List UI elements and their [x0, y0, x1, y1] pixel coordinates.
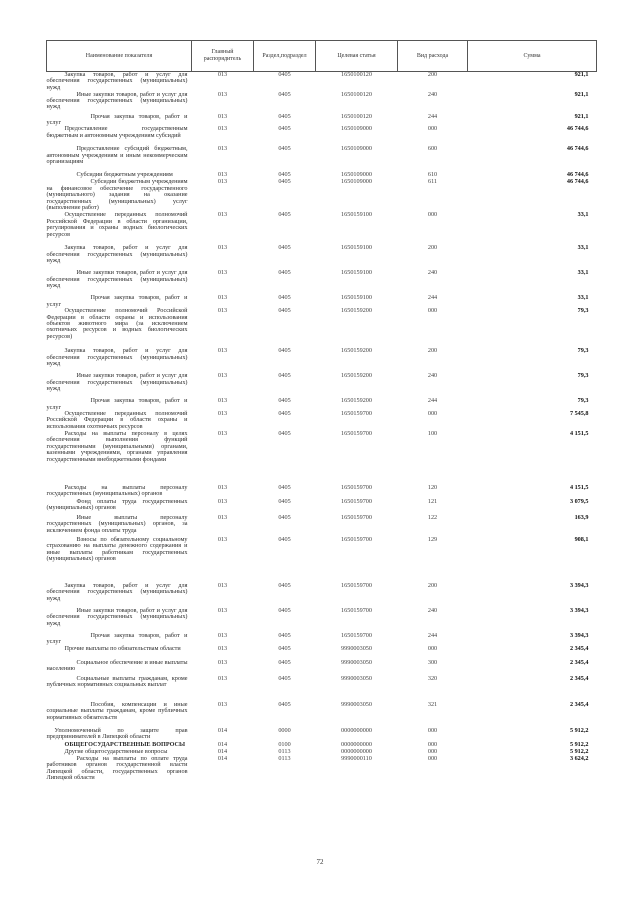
row-name: [47, 646, 192, 660]
row-sum: 79,3: [577, 372, 589, 380]
row-name: [47, 92, 192, 114]
row-article: 9990003050: [341, 674, 372, 682]
row-expense-type: 240: [427, 372, 438, 380]
row-admin: 013: [217, 513, 228, 521]
row-admin: 013: [217, 112, 228, 120]
table-row: [47, 608, 597, 633]
row-sum: 4 151,5: [569, 429, 589, 437]
row-name-text: Осуществление полномочий Российской Федерации в области охраны и использования объектов животного мира (за исключением охотничьих ресурсов и водных биологических ресурсов): [46, 307, 188, 340]
row-name-text: Субсидии бюджетным учреждениям: [76, 171, 173, 179]
row-expense-type: 244: [427, 294, 438, 302]
row-name-text: Взносы по обязательному социальному страхованию на выплаты денежного содержания и иные выплаты работникам государственных (муниципальных) органов: [46, 535, 188, 563]
row-section: 0405: [278, 372, 291, 380]
row-sum: 33,1: [577, 211, 589, 219]
table-row: [47, 373, 597, 398]
table-row: [47, 660, 597, 676]
row-admin: 013: [217, 606, 228, 614]
row-name-text: Закупка товаров, работ и услуг для обеспечения государственных (муниципальных) нужд: [46, 244, 188, 265]
row-admin: 013: [217, 307, 228, 315]
row-article: 9990000110: [341, 754, 372, 762]
row-name-text: Предоставление государственным бюджетным и автономным учреждениям субсидий: [46, 125, 188, 139]
row-section: 0405: [278, 90, 291, 98]
row-sum: 3 394,3: [569, 631, 589, 639]
row-sum: 46 744,6: [566, 178, 589, 186]
row-name-text: Иные закупки товаров, работ и услуг для обеспечения государственных (муниципальных) нужд: [46, 269, 188, 290]
row-name: [47, 660, 192, 676]
row-sum: 79,3: [577, 347, 589, 355]
row-article: 1650159700: [341, 497, 372, 505]
row-expense-type: 000: [427, 211, 438, 219]
row-article: 1650159700: [341, 409, 372, 417]
header-expense-type: Вид расхода: [398, 41, 468, 72]
row-name-text: Расходы на выплаты персоналу в целях обеспечения выполнения функций государственными (муниципальными) органами, казенными учреждениями, органами управления государственными внебюджетными фондами: [46, 429, 188, 463]
row-sum: 2 345,4: [569, 674, 589, 682]
table-row: [47, 537, 597, 583]
row-expense-type: 000: [427, 644, 438, 652]
row-expense-type: 200: [427, 581, 438, 589]
row-section: 0405: [278, 513, 291, 521]
row-sum: 3 079,5: [569, 497, 589, 505]
row-name-text: Расходы на выплаты по оплате труда работников органов государственной власти Липецкой области, государственных органов Липецкой области: [46, 754, 188, 781]
row-name: [47, 212, 192, 245]
row-admin: 013: [217, 535, 228, 543]
row-section: 0405: [278, 307, 291, 315]
row-article: 1650100120: [341, 90, 372, 98]
row-name: [47, 373, 192, 398]
row-expense-type: 321: [427, 700, 438, 708]
row-section: 0113: [278, 747, 291, 755]
row-section: 0405: [278, 112, 291, 120]
row-section: 0405: [278, 700, 291, 708]
row-admin: 013: [217, 644, 228, 652]
header-section: Раздел,подраздел: [254, 41, 316, 72]
row-admin: 013: [217, 347, 228, 355]
row-expense-type: 200: [427, 244, 438, 252]
row-expense-type: 000: [427, 307, 438, 315]
row-expense-type: 320: [427, 674, 438, 682]
row-name: [47, 608, 192, 633]
row-name-text: Другие общегосударственные вопросы: [64, 747, 168, 755]
row-name: [47, 146, 192, 172]
row-article: 1650100120: [341, 112, 372, 120]
row-name: [47, 348, 192, 373]
table-row: [47, 245, 597, 270]
row-expense-type: 000: [427, 409, 438, 417]
row-admin: 013: [217, 483, 228, 491]
row-section: 0405: [278, 244, 291, 252]
row-expense-type: 000: [427, 125, 438, 133]
row-name-text: Иные выплаты персоналу государственных (муниципальных) органов, за исключением фонда оплаты труда: [46, 513, 188, 534]
table-row: [47, 702, 597, 728]
table-row: [47, 146, 597, 172]
row-expense-type: 244: [427, 397, 438, 405]
row-name-text: Прочая закупка товаров, работ и услуг: [46, 397, 188, 411]
row-admin: 013: [217, 145, 228, 153]
row-name: [47, 72, 192, 92]
row-article: 1650159700: [341, 513, 372, 521]
header-admin: Главный распорядитель: [192, 41, 254, 72]
row-name: [47, 537, 192, 583]
row-article: 1650159700: [341, 429, 372, 437]
row-admin: 013: [217, 244, 228, 252]
row-name-text: Предоставление субсидий бюджетным, автономным учреждениям и иным некоммерческим организациям: [46, 145, 188, 166]
row-admin: 013: [217, 497, 228, 505]
row-expense-type: 120: [427, 483, 438, 491]
row-name: [47, 499, 192, 515]
row-section: 0405: [278, 429, 291, 437]
row-name: [47, 702, 192, 728]
row-name-text: Фонд оплаты труда государственных (муниципальных) органов: [46, 497, 188, 512]
row-article: 1650109000: [341, 145, 372, 153]
row-article: 1650159200: [341, 372, 372, 380]
row-name-text: Субсидии бюджетным учреждениям на финансовое обеспечение государственного (муниципального) задания на оказание государственных (муниципальных) услуг (выполнение работ): [46, 178, 188, 211]
row-sum: 3 394,3: [569, 606, 589, 614]
row-name: [47, 245, 192, 270]
row-name: [47, 756, 192, 782]
table-row: [47, 431, 597, 485]
row-name-text: Социальные выплаты гражданам, кроме публичных нормативных социальных выплат: [46, 674, 188, 689]
row-expense-type: 244: [427, 631, 438, 639]
table-header-row: [47, 41, 597, 72]
row-article: 1650159200: [341, 397, 372, 405]
row-sum: 2 345,4: [569, 700, 589, 708]
row-sum: 33,1: [577, 269, 589, 277]
budget-table: [46, 40, 597, 781]
row-name: [47, 633, 192, 646]
row-sum: 908,1: [574, 535, 589, 543]
table-row: [47, 676, 597, 702]
row-expense-type: 600: [427, 145, 438, 153]
row-article: 1650109000: [341, 178, 372, 186]
row-admin: 013: [217, 211, 228, 219]
row-name-text: Иные закупки товаров, работ и услуг для обеспечения государственных (муниципальных) нужд: [46, 606, 188, 627]
table-row: [47, 411, 597, 431]
row-name-text: Иные закупки товаров, работ и услуг для обеспечения государственных (муниципальных) нужд: [46, 90, 188, 111]
row-name: [47, 515, 192, 537]
row-expense-type: 240: [427, 606, 438, 614]
table-row: [47, 179, 597, 212]
row-expense-type: 200: [427, 347, 438, 355]
row-article: 1650159700: [341, 631, 372, 639]
row-name: [47, 126, 192, 146]
row-name: [47, 728, 192, 742]
row-section: 0405: [278, 606, 291, 614]
header-name: Наименование показателя: [47, 41, 192, 72]
row-article: 1650159200: [341, 307, 372, 315]
table-row: [47, 72, 597, 92]
row-admin: 013: [217, 178, 228, 186]
row-name: [47, 485, 192, 499]
row-expense-type: 300: [427, 658, 438, 666]
row-admin: 014: [217, 747, 228, 755]
row-article: 1650100120: [341, 71, 372, 78]
row-admin: 014: [217, 754, 228, 762]
row-expense-type: 610: [427, 171, 438, 179]
row-sum: 921,1: [574, 71, 589, 78]
row-section: 0405: [278, 71, 291, 78]
row-admin: 013: [217, 71, 228, 78]
row-admin: 013: [217, 631, 228, 639]
row-article: 0000000000: [341, 747, 372, 755]
header-sum: Сумма: [468, 41, 597, 72]
table-row: [47, 646, 597, 660]
row-sum: 79,3: [577, 307, 589, 315]
row-expense-type: 129: [427, 535, 438, 543]
row-admin: 013: [217, 125, 228, 133]
row-admin: 013: [217, 90, 228, 98]
row-admin: 013: [217, 700, 228, 708]
row-name: [47, 431, 192, 485]
row-name-text: Прочие выплаты по обязательствам области: [64, 644, 181, 652]
table-row: [47, 515, 597, 537]
row-section: 0405: [278, 658, 291, 666]
row-sum: 4 151,5: [569, 483, 589, 491]
row-section: 0405: [278, 125, 291, 133]
table-row: [47, 633, 597, 646]
row-expense-type: 200: [427, 71, 438, 78]
row-name: [47, 179, 192, 212]
row-expense-type: 121: [427, 497, 438, 505]
row-section: 0405: [278, 483, 291, 491]
row-admin: 013: [217, 409, 228, 417]
row-admin: 013: [217, 581, 228, 589]
row-expense-type: 611: [427, 178, 438, 186]
table-row: [47, 126, 597, 146]
row-article: 0000000000: [341, 740, 372, 748]
row-sum: 3 394,3: [569, 581, 589, 589]
row-name-text: Закупка товаров, работ и услуг для обеспечения государственных (муниципальных) нужд: [46, 581, 188, 602]
row-sum: 921,1: [574, 90, 589, 98]
row-expense-type: 100: [427, 429, 438, 437]
row-name: [47, 308, 192, 348]
row-section: 0405: [278, 211, 291, 219]
row-admin: 013: [217, 674, 228, 682]
row-article: 1650159100: [341, 269, 372, 277]
row-section: 0405: [278, 347, 291, 355]
row-section: 0000: [278, 726, 291, 734]
row-sum: 79,3: [577, 397, 589, 405]
row-name: [47, 676, 192, 702]
row-section: 0405: [278, 397, 291, 405]
table-row: [47, 270, 597, 295]
row-section: 0405: [278, 145, 291, 153]
row-section: 0405: [278, 269, 291, 277]
row-admin: 014: [217, 726, 228, 734]
row-section: 0405: [278, 171, 291, 179]
row-sum: 33,1: [577, 244, 589, 252]
row-name-text: Прочая закупка товаров, работ и услуг: [46, 631, 188, 646]
row-section: 0405: [278, 409, 291, 417]
table-row: [47, 92, 597, 114]
row-section: 0405: [278, 631, 291, 639]
table-row: [47, 485, 597, 499]
row-name: [47, 270, 192, 295]
row-expense-type: 000: [427, 754, 438, 762]
row-name: [47, 583, 192, 608]
row-sum: 33,1: [577, 294, 589, 302]
table-row: [47, 728, 597, 742]
row-section: 0405: [278, 581, 291, 589]
row-article: 1650159700: [341, 606, 372, 614]
row-article: 1650159100: [341, 211, 372, 219]
row-name-text: Прочая закупка товаров, работ и услуг: [46, 294, 188, 308]
row-admin: 013: [217, 171, 228, 179]
row-article: 9990003050: [341, 700, 372, 708]
row-name-text: Закупка товаров, работ и услуг для обеспечения государственных (муниципальных) нужд: [46, 71, 188, 91]
row-sum: 46 744,6: [566, 125, 589, 133]
row-name: [47, 411, 192, 431]
row-admin: 013: [217, 397, 228, 405]
row-admin: 013: [217, 269, 228, 277]
row-article: 1650109000: [341, 125, 372, 133]
row-name-text: Закупка товаров, работ и услуг для обеспечения государственных (муниципальных) нужд: [46, 347, 188, 367]
row-article: 1650109000: [341, 171, 372, 179]
table-row: [47, 308, 597, 348]
row-expense-type: 244: [427, 112, 438, 120]
row-admin: 014: [217, 740, 228, 748]
table-row: [47, 499, 597, 515]
header-article: Целевая статья: [316, 41, 398, 72]
row-article: 0000000000: [341, 726, 372, 734]
row-section: 0405: [278, 178, 291, 186]
row-sum: 2 345,4: [569, 658, 589, 666]
row-expense-type: 240: [427, 269, 438, 277]
row-article: 1650159700: [341, 535, 372, 543]
row-article: 1650159700: [341, 581, 372, 589]
row-expense-type: 240: [427, 90, 438, 98]
row-article: 1650159100: [341, 244, 372, 252]
row-section: 0100: [278, 740, 291, 748]
row-section: 0405: [278, 644, 291, 652]
row-name-text: Расходы на выплаты персоналу государственных (муниципальных) органов: [46, 483, 188, 498]
row-section: 0113: [278, 754, 291, 762]
row-sum: 46 744,6: [566, 145, 589, 153]
row-expense-type: 000: [427, 740, 438, 748]
row-admin: 013: [217, 294, 228, 302]
row-name-text: ОБЩЕГОСУДАРСТВЕННЫЕ ВОПРОСЫ: [64, 740, 186, 748]
row-admin: 013: [217, 658, 228, 666]
row-article: 1650159100: [341, 294, 372, 302]
row-name-text: Осуществление переданных полномочий Российской Федерации в области организации, регулирования и охраны водных биологических ресурсов: [46, 211, 188, 238]
row-sum: 46 744,6: [566, 171, 589, 179]
row-name-text: Социальное обеспечение и иные выплаты населению: [46, 658, 188, 673]
row-sum: 5 912,2: [569, 740, 589, 748]
table-row: [47, 348, 597, 373]
row-article: 1650159700: [341, 483, 372, 491]
row-section: 0405: [278, 294, 291, 302]
row-name-text: Прочая закупка товаров, работ и услуг: [46, 112, 188, 126]
row-article: 9990003050: [341, 658, 372, 666]
row-article: 9990003050: [341, 644, 372, 652]
row-article: 1650159200: [341, 347, 372, 355]
row-expense-type: 000: [427, 726, 438, 734]
row-section: 0405: [278, 674, 291, 682]
row-sum: 2 345,4: [569, 644, 589, 652]
row-name-text: Иные закупки товаров, работ и услуг для обеспечения государственных (муниципальных) нужд: [46, 372, 188, 392]
row-name-text: Осуществление переданных полномочий Российской Федерации в области охраны и использования охотничьих ресурсов: [46, 409, 188, 430]
row-name-text: Уполномоченный по защите прав предпринимателей в Липецкой области: [46, 726, 188, 741]
table-row: [47, 212, 597, 245]
row-sum: 7 545,8: [569, 409, 589, 417]
table-row: [47, 756, 597, 782]
row-admin: 013: [217, 372, 228, 380]
row-section: 0405: [278, 497, 291, 505]
row-expense-type: 000: [427, 747, 438, 755]
page-number: 72: [316, 858, 324, 866]
row-sum: 5 912,2: [569, 747, 589, 755]
row-section: 0405: [278, 535, 291, 543]
table-row: [47, 583, 597, 608]
row-sum: 921,1: [574, 112, 589, 120]
row-expense-type: 122: [427, 513, 438, 521]
row-admin: 013: [217, 429, 228, 437]
row-sum: 3 624,2: [569, 754, 589, 762]
row-sum: 163,9: [574, 513, 589, 521]
row-sum: 5 912,2: [569, 726, 589, 734]
row-name-text: Пособия, компенсации и иные социальные выплаты гражданам, кроме публичных нормативных обязательств: [46, 700, 188, 721]
